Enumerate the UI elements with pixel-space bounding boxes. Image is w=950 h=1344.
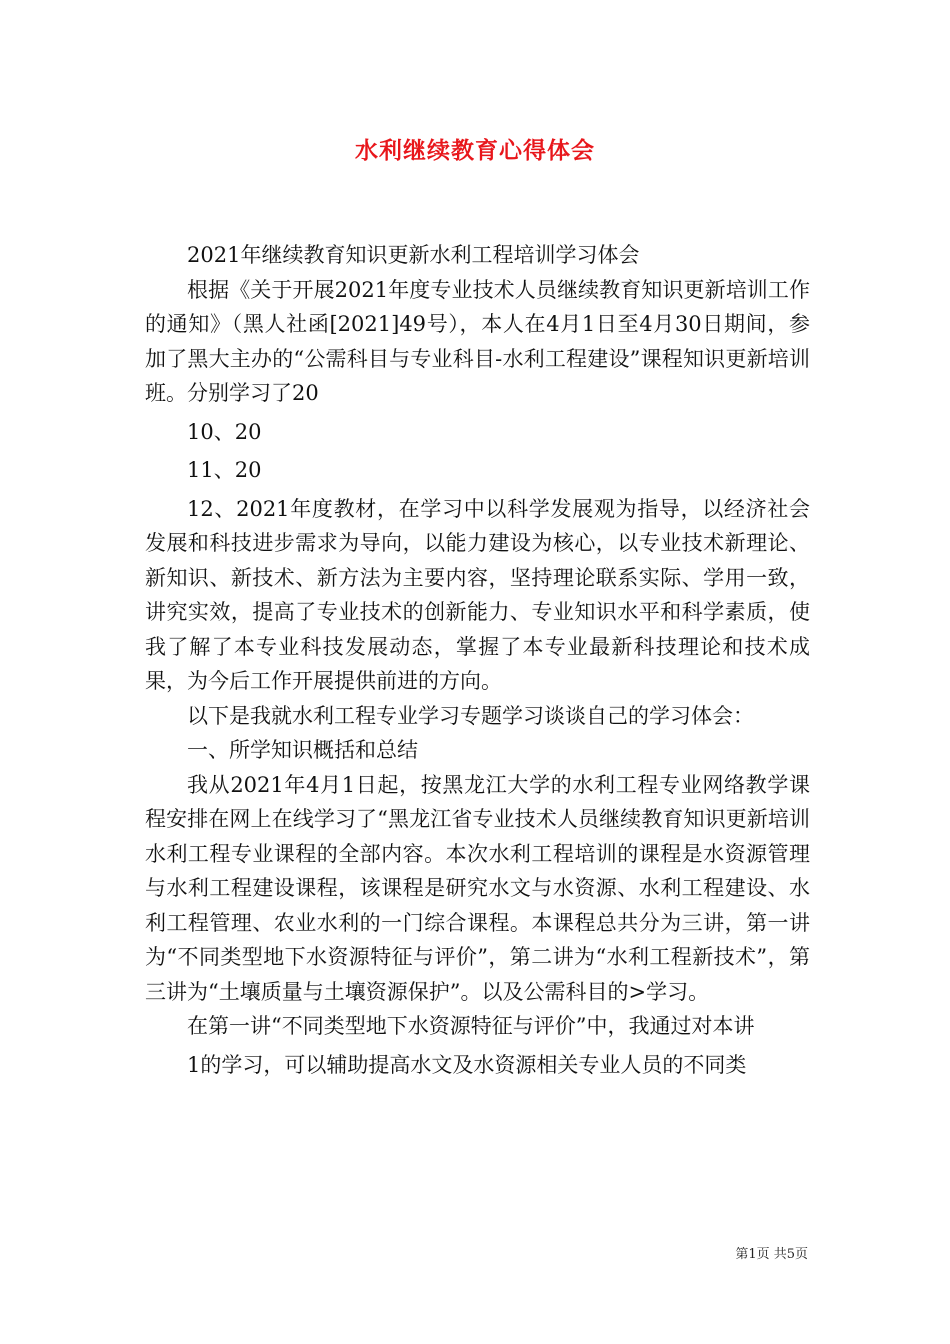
section-heading: 一、所学知识概括和总结 <box>187 738 418 762</box>
document-body <box>145 238 810 1082</box>
paragraph: 10、20 <box>187 419 262 444</box>
paragraph: 以下是我就水利工程专业学习专题学习谈谈自己的学习体会： <box>187 703 754 728</box>
document-title: 水利继续教育心得体会 <box>355 138 595 164</box>
paragraph: 在第一讲“不同类型地下水资源特征与评价”中，我通过对本讲 <box>187 1014 755 1038</box>
paragraph: 12、2021年度教材，在学习中以科学发展观为指导，以经济社会发展和科技进步需求为导向，以能力建设为核心，以专业技术新理论、新知识、新技术、新方法为主要内容，坚持理论联系实际、学用一致，讲究实效，提高了专业技术的创新能力、专业知识水平和科学素质，使我了解了本专业科技发展动态，掌握了本专业最新科技理论和技术成果，为今后工作开展提供前进的方向。 <box>145 496 810 693</box>
paragraph-heading: 2021年继续教育知识更新水利工程培训学习体会 <box>187 243 640 267</box>
paragraph: 根据《关于开展2021年度专业技术人员继续教育知识更新培训工作的通知》（黑人社函[2021]49号），本人在4月1日至4月30日期间，参加了黑大主办的“公需科目与专业科目-水利工程建设”课程知识更新培训班。分别学习了20 <box>145 277 810 405</box>
page-number: 第1页 共5页 <box>735 1247 808 1262</box>
paragraph: 1的学习，可以辅助提高水文及水资源相关专业人员的不同类 <box>187 1052 747 1077</box>
paragraph: 11、20 <box>187 458 262 482</box>
paragraph: 我从2021年4月1日起，按黑龙江大学的水利工程专业网络教学课程安排在网上在线学习了“黑龙江省专业技术人员继续教育知识更新培训水利工程专业课程的全部内容。本次水利工程培训的课程是水资源管理与水利工程建设课程，该课程是研究水文与水资源、水利工程建设、水利工程管理、农业水利的一门综合课程。本课程总共分为三讲，第一讲为“不同类型地下水资源特征与评价”，第二讲为“水利工程新技术”，第三讲为“土壤质量与土壤资源保护”。以及公需科目的>学习。 <box>145 772 810 1004</box>
